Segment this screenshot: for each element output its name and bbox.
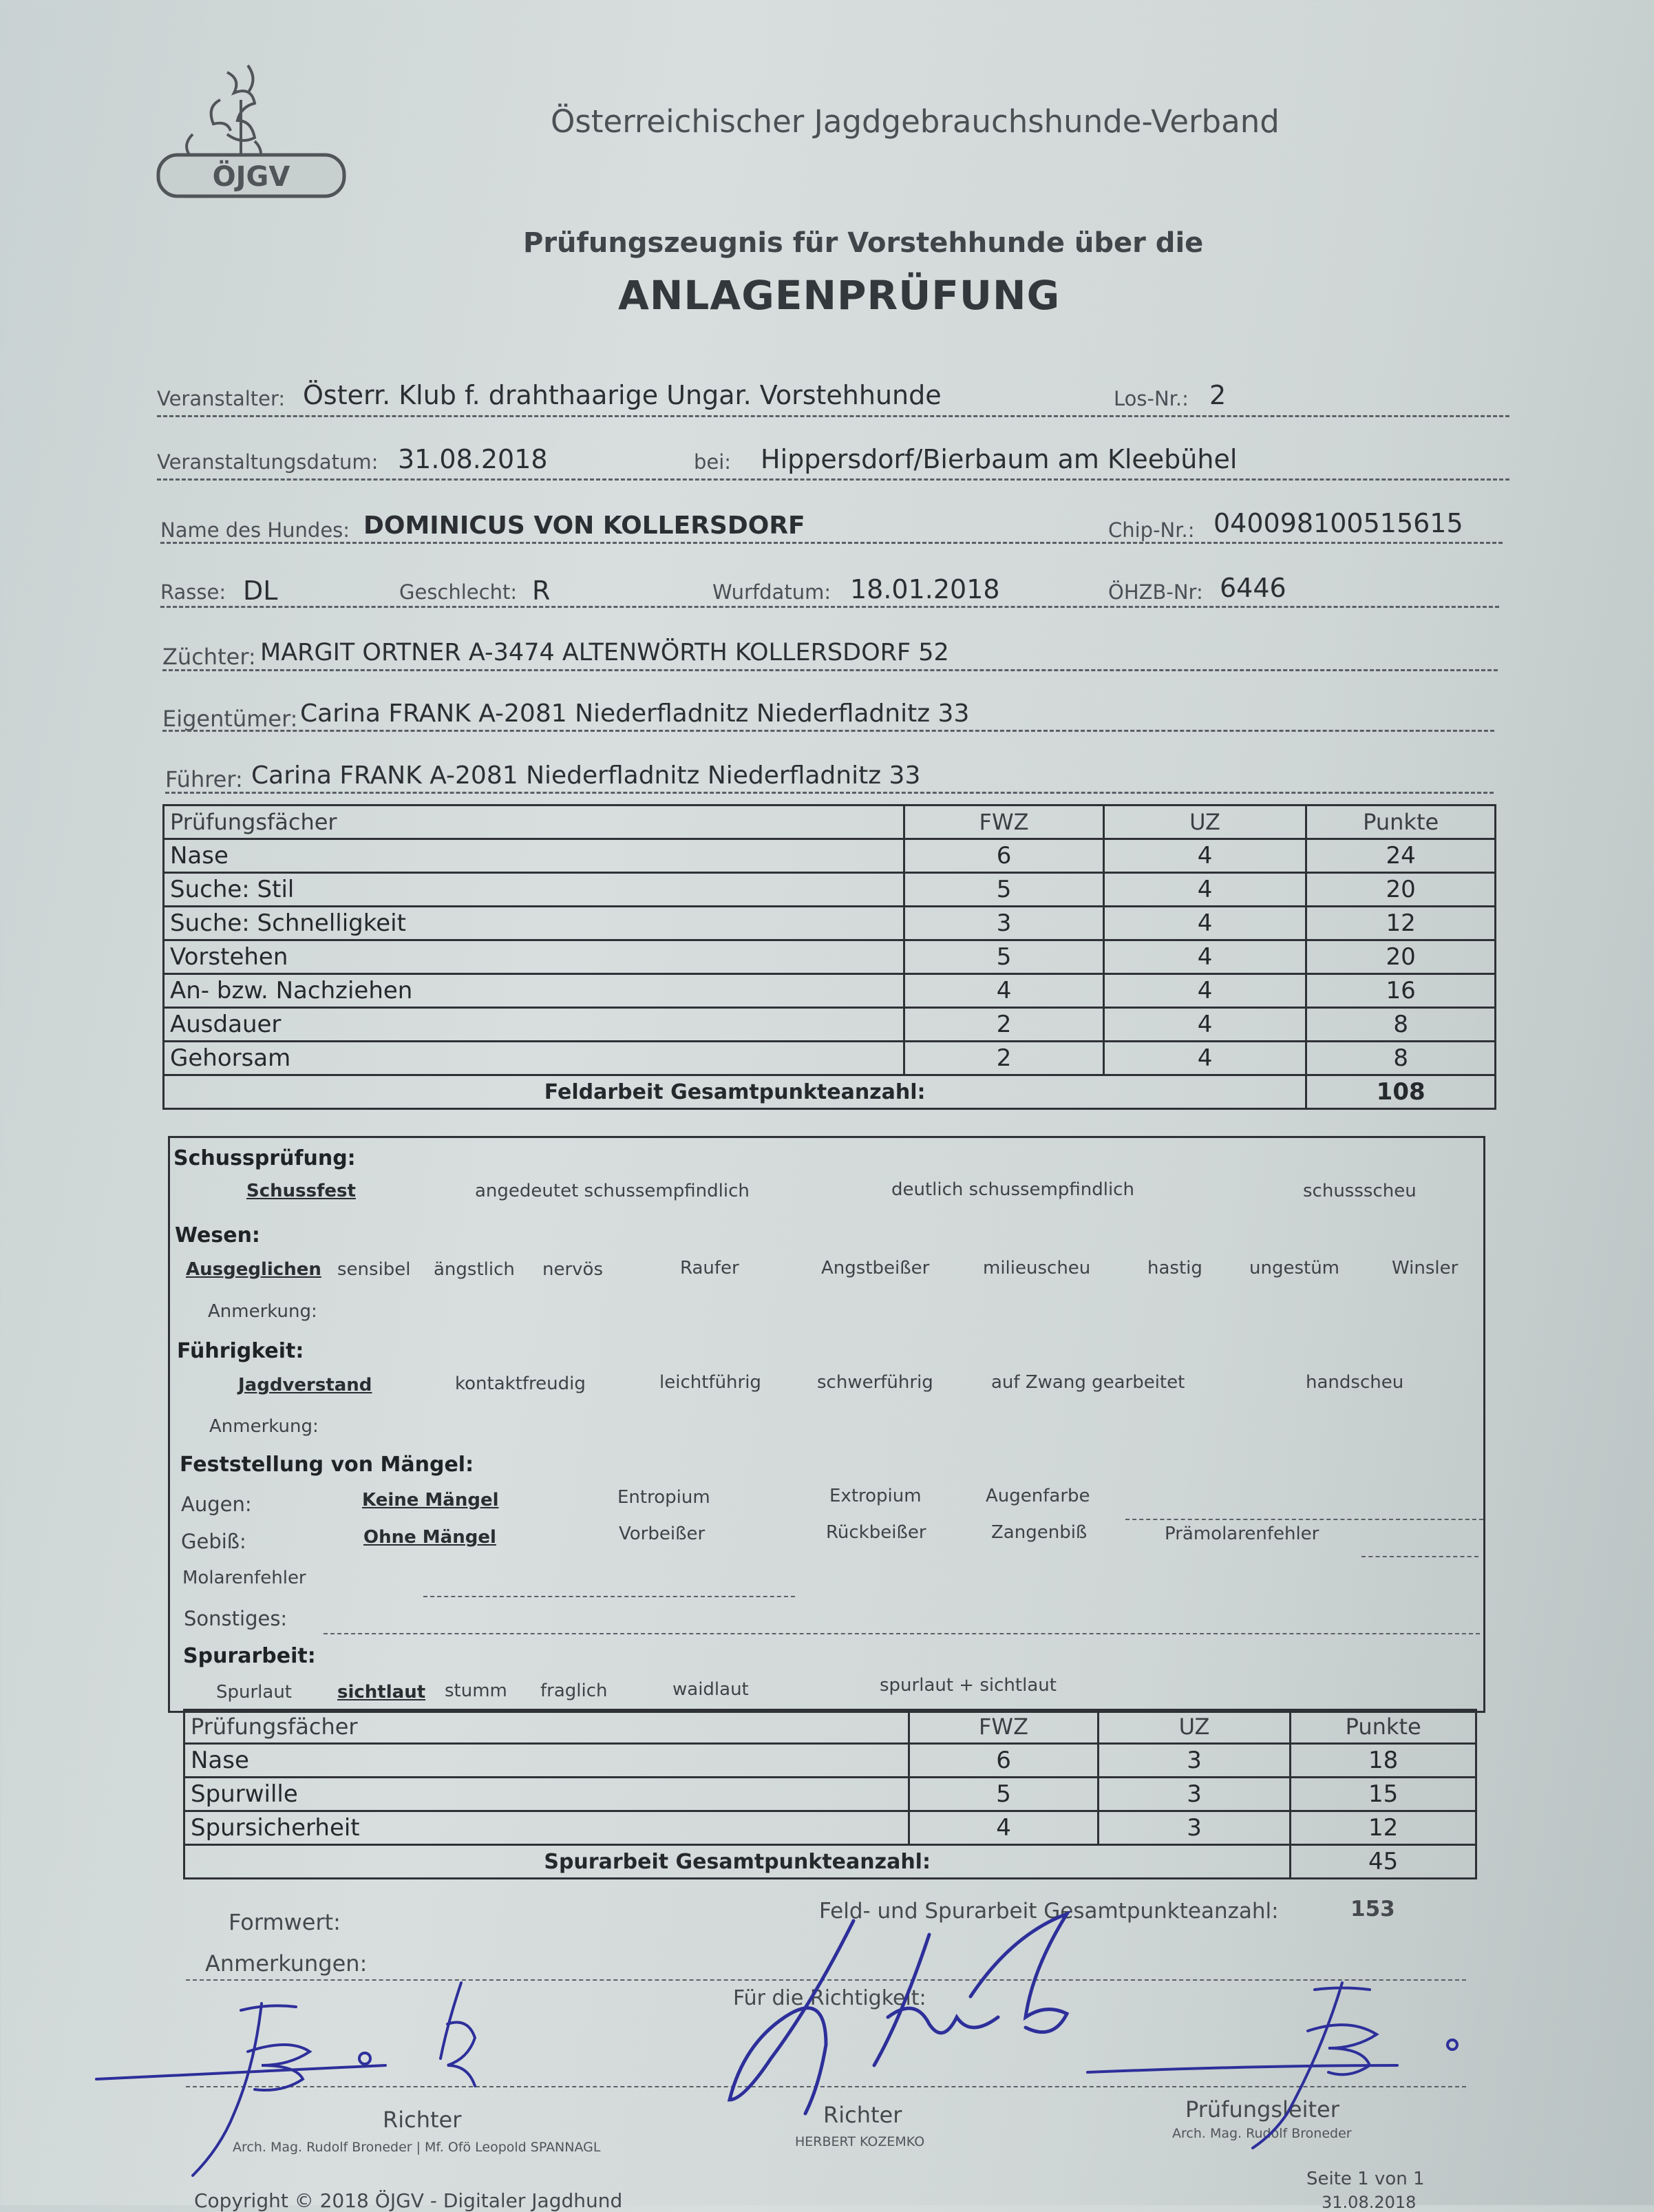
schuss-option: schussscheu <box>1303 1181 1417 1201</box>
logo-text: ÖJGV <box>212 161 290 193</box>
geschlecht-label: Geschlecht: <box>399 580 518 604</box>
organization-name: Österreichischer Jagdgebrauchshunde-Verband <box>551 103 1280 140</box>
subject-cell: Ausdauer <box>164 1008 904 1042</box>
losnr-value: 2 <box>1209 380 1227 410</box>
wesen-label: Wesen: <box>175 1223 260 1247</box>
schuss-option: angedeutet schussempfindlich <box>475 1181 750 1201</box>
molaren-label: Molarenfehler <box>182 1568 306 1588</box>
fuehrer-value: Carina FRANK A-2081 Niederfladnitz Niederfladnitz 33 <box>251 761 921 790</box>
wesen-option: milieuscheu <box>983 1258 1091 1278</box>
subject-cell: Nase <box>184 1744 909 1778</box>
fwz-cell: 6 <box>909 1744 1099 1778</box>
feld-header-points: Punkte <box>1306 805 1496 839</box>
name-value: DOMINICUS VON KOLLERSDORF <box>363 512 805 540</box>
zuechter-value: MARGIT ORTNER A-3474 ALTENWÖRTH KOLLERSDORF 52 <box>260 639 949 666</box>
gebiss-option: Zangenbiß <box>991 1522 1088 1543</box>
richter2-label: Richter <box>823 2102 902 2128</box>
print-date: 31.08.2018 <box>1322 2193 1417 2212</box>
ojgv-logo <box>145 59 351 217</box>
fuehrig-option: leichtführig <box>659 1372 761 1393</box>
signature-exam-leader <box>1081 1976 1473 2148</box>
signature-judge-1 <box>89 1969 571 2176</box>
rasse-value: DL <box>243 576 278 606</box>
details-box <box>168 1136 1485 1713</box>
chip-value: 040098100515615 <box>1213 508 1463 538</box>
gebiss-option: Vorbeißer <box>619 1524 706 1544</box>
augen-option: Extropium <box>829 1486 922 1506</box>
gebiss-option: Prämolarenfehler <box>1165 1524 1319 1544</box>
veranstalter-label: Veranstalter: <box>157 387 286 410</box>
augen-line <box>1125 1519 1483 1520</box>
points-cell: 16 <box>1306 974 1496 1008</box>
gebiss-option: Rückbeißer <box>826 1522 926 1543</box>
spurarbeit-table <box>183 1709 1477 1879</box>
table-row <box>164 907 1496 940</box>
chip-label: Chip-Nr.: <box>1108 518 1195 542</box>
spur-header-uz: UZ <box>1098 1710 1291 1744</box>
certificate-subtitle: Prüfungszeugnis für Vorstehhunde über die <box>523 227 1204 259</box>
signature-judge-2 <box>709 1907 1136 2134</box>
feldarbeit-total-label: Feldarbeit Gesamtpunkteanzahl: <box>164 1075 1306 1109</box>
ohzb-label: ÖHZB-Nr: <box>1108 580 1203 604</box>
uz-cell: 4 <box>1103 974 1306 1008</box>
fwz-cell: 4 <box>904 974 1104 1008</box>
spurarbeit-total-row <box>184 1845 1476 1879</box>
wesen-option-selected: Ausgeglichen <box>186 1259 321 1280</box>
sonstiges-line <box>324 1633 1480 1634</box>
subject-cell: Spursicherheit <box>184 1811 909 1845</box>
copyright: Copyright © 2018 ÖJGV - Digitaler Jagdhund <box>194 2189 623 2212</box>
fuehrig-option: handscheu <box>1306 1372 1404 1393</box>
table-row <box>164 940 1496 974</box>
fuehrig-option-selected: Jagdverstand <box>238 1375 372 1395</box>
feldarbeit-total-value: 108 <box>1306 1075 1496 1109</box>
subject-cell: Gehorsam <box>164 1042 904 1075</box>
molaren-line <box>423 1596 795 1597</box>
datum-label: Veranstaltungsdatum: <box>157 450 379 474</box>
augen-option: Augenfarbe <box>986 1486 1090 1506</box>
fwz-cell: 4 <box>909 1811 1099 1845</box>
rasse-label: Rasse: <box>160 580 226 604</box>
fwz-cell: 2 <box>904 1008 1104 1042</box>
wesen-option: sensibel <box>337 1259 411 1280</box>
schuss-option-selected: Schussfest <box>246 1181 356 1201</box>
table-row <box>164 974 1496 1008</box>
fuehrig-option: kontaktfreudig <box>455 1373 586 1394</box>
points-cell: 20 <box>1306 940 1496 974</box>
wesen-option: hastig <box>1147 1258 1202 1278</box>
subject-cell: Suche: Stil <box>164 873 904 907</box>
points-cell: 24 <box>1306 839 1496 873</box>
line-3 <box>160 542 1503 544</box>
table-row <box>184 1744 1476 1778</box>
fwz-cell: 5 <box>904 940 1104 974</box>
augen-label: Augen: <box>181 1493 252 1516</box>
fwz-cell: 5 <box>909 1778 1099 1811</box>
richtigkeit-label: Für die Richtigkeit: <box>733 1986 926 2010</box>
schuss-label: Schussprüfung: <box>173 1146 356 1170</box>
formwert-label: Formwert: <box>229 1909 341 1935</box>
wesen-option: ängstlich <box>434 1259 515 1280</box>
points-cell: 20 <box>1306 873 1496 907</box>
augen-option: Entropium <box>617 1487 710 1508</box>
fwz-cell: 2 <box>904 1042 1104 1075</box>
spurarbeit-header-row <box>184 1710 1476 1744</box>
leiter-label: Prüfungsleiter <box>1185 2096 1339 2123</box>
sonstiges-label: Sonstiges: <box>184 1607 288 1630</box>
uz-cell: 3 <box>1098 1811 1291 1845</box>
uz-cell: 4 <box>1103 940 1306 974</box>
uz-cell: 4 <box>1103 839 1306 873</box>
subject-cell: Nase <box>164 839 904 873</box>
spur-option: spurlaut + sichtlaut <box>880 1675 1057 1696</box>
subject-cell: Suche: Schnelligkeit <box>164 907 904 940</box>
datum-value: 31.08.2018 <box>398 444 548 474</box>
fuehrig-anmerkung-label: Anmerkung: <box>209 1416 319 1437</box>
richter2-name: HERBERT KOZEMKO <box>795 2134 925 2149</box>
gebiss-option-selected: Ohne Mängel <box>363 1527 496 1548</box>
line-2 <box>157 478 1509 481</box>
losnr-label: Los-Nr.: <box>1114 387 1189 410</box>
wesen-option: ungestüm <box>1249 1258 1340 1278</box>
wesen-option: Angstbeißer <box>821 1258 930 1278</box>
grand-total-label: Feld- und Spurarbeit Gesamtpunkteanzahl: <box>819 1899 1279 1924</box>
feldarbeit-header-row <box>164 805 1496 839</box>
bei-label: bei: <box>694 450 732 474</box>
grand-total-value: 153 <box>1350 1897 1395 1921</box>
gebiss-line <box>1361 1556 1478 1557</box>
points-cell: 12 <box>1306 907 1496 940</box>
eigentuemer-value: Carina FRANK A-2081 Niederfladnitz Niederfladnitz 33 <box>300 699 970 728</box>
wesen-option: Winsler <box>1392 1258 1459 1278</box>
feld-header-subject: Prüfungsfächer <box>164 805 904 839</box>
line-5 <box>162 669 1498 671</box>
points-cell: 15 <box>1291 1778 1476 1811</box>
wesen-anmerkung-label: Anmerkung: <box>208 1301 317 1322</box>
page-number: Seite 1 von 1 <box>1306 2169 1425 2189</box>
richter1-names: Arch. Mag. Rudolf Broneder | Mf. Ofö Leopold SPANNAGL <box>233 2140 601 2155</box>
table-row <box>164 1008 1496 1042</box>
points-cell: 12 <box>1291 1811 1476 1845</box>
fwz-cell: 5 <box>904 873 1104 907</box>
fuehrig-label: Führigkeit: <box>177 1339 304 1363</box>
augen-option-selected: Keine Mängel <box>362 1490 499 1510</box>
table-row <box>184 1811 1476 1845</box>
wesen-option: Raufer <box>680 1258 739 1278</box>
fuehrer-label: Führer: <box>165 766 243 792</box>
anmerkungen-label: Anmerkungen: <box>205 1950 368 1977</box>
fuehrig-option: schwerführig <box>817 1372 933 1393</box>
geschlecht-value: R <box>532 576 551 606</box>
line-1 <box>157 415 1509 417</box>
schuss-option: deutlich schussempfindlich <box>891 1179 1134 1200</box>
uz-cell: 3 <box>1098 1778 1291 1811</box>
uz-cell: 4 <box>1103 873 1306 907</box>
table-row <box>164 839 1496 873</box>
spur-option: Spurlaut <box>216 1682 293 1703</box>
uz-cell: 4 <box>1103 1008 1306 1042</box>
spur-option-selected: sichtlaut <box>337 1682 426 1703</box>
richter1-label: Richter <box>383 2107 462 2133</box>
certificate-title: ANLAGENPRÜFUNG <box>618 272 1061 319</box>
name-label: Name des Hundes: <box>160 518 350 542</box>
uz-cell: 4 <box>1103 1042 1306 1075</box>
table-row <box>164 873 1496 907</box>
bei-value: Hippersdorf/Bierbaum am Kleebühel <box>761 444 1238 474</box>
spurarbeit-total-value: 45 <box>1291 1845 1476 1879</box>
wurfdatum-value: 18.01.2018 <box>850 574 1000 604</box>
ohzb-value: 6446 <box>1220 573 1286 603</box>
fuehrig-option: auf Zwang gearbeitet <box>991 1372 1185 1393</box>
wurfdatum-label: Wurfdatum: <box>712 580 831 604</box>
zuechter-label: Züchter: <box>162 644 256 670</box>
uz-cell: 4 <box>1103 907 1306 940</box>
eigentuemer-label: Eigentümer: <box>162 706 298 732</box>
feld-header-uz: UZ <box>1103 805 1306 839</box>
subject-cell: An- bzw. Nachziehen <box>164 974 904 1008</box>
points-cell: 18 <box>1291 1744 1476 1778</box>
maengel-label: Feststellung von Mängel: <box>180 1453 474 1477</box>
spur-header-fwz: FWZ <box>909 1710 1099 1744</box>
line-4 <box>160 606 1499 608</box>
leiter-name: Arch. Mag. Rudolf Broneder <box>1172 2126 1352 2141</box>
spur-header-subject: Prüfungsfächer <box>184 1710 909 1744</box>
gebiss-label: Gebiß: <box>181 1530 246 1553</box>
spur-option: waidlaut <box>672 1679 749 1700</box>
fwz-cell: 3 <box>904 907 1104 940</box>
feldarbeit-table <box>162 804 1496 1110</box>
subject-cell: Vorstehen <box>164 940 904 974</box>
spur-option: fraglich <box>540 1681 608 1701</box>
table-row <box>184 1778 1476 1811</box>
spur-header-points: Punkte <box>1291 1710 1476 1744</box>
spur-label: Spurarbeit: <box>183 1644 316 1668</box>
spurarbeit-total-label: Spurarbeit Gesamtpunkteanzahl: <box>184 1845 1291 1879</box>
table-row <box>164 1042 1496 1075</box>
line-6 <box>162 730 1494 732</box>
subject-cell: Spurwille <box>184 1778 909 1811</box>
feldarbeit-total-row <box>164 1075 1496 1109</box>
line-7 <box>165 792 1494 794</box>
points-cell: 8 <box>1306 1008 1496 1042</box>
uz-cell: 3 <box>1098 1744 1291 1778</box>
spur-option: stumm <box>445 1681 507 1701</box>
veranstalter-value: Österr. Klub f. drahthaarige Ungar. Vorstehhunde <box>303 380 942 410</box>
feld-header-fwz: FWZ <box>904 805 1104 839</box>
wesen-option: nervös <box>542 1259 604 1280</box>
fwz-cell: 6 <box>904 839 1104 873</box>
points-cell: 8 <box>1306 1042 1496 1075</box>
